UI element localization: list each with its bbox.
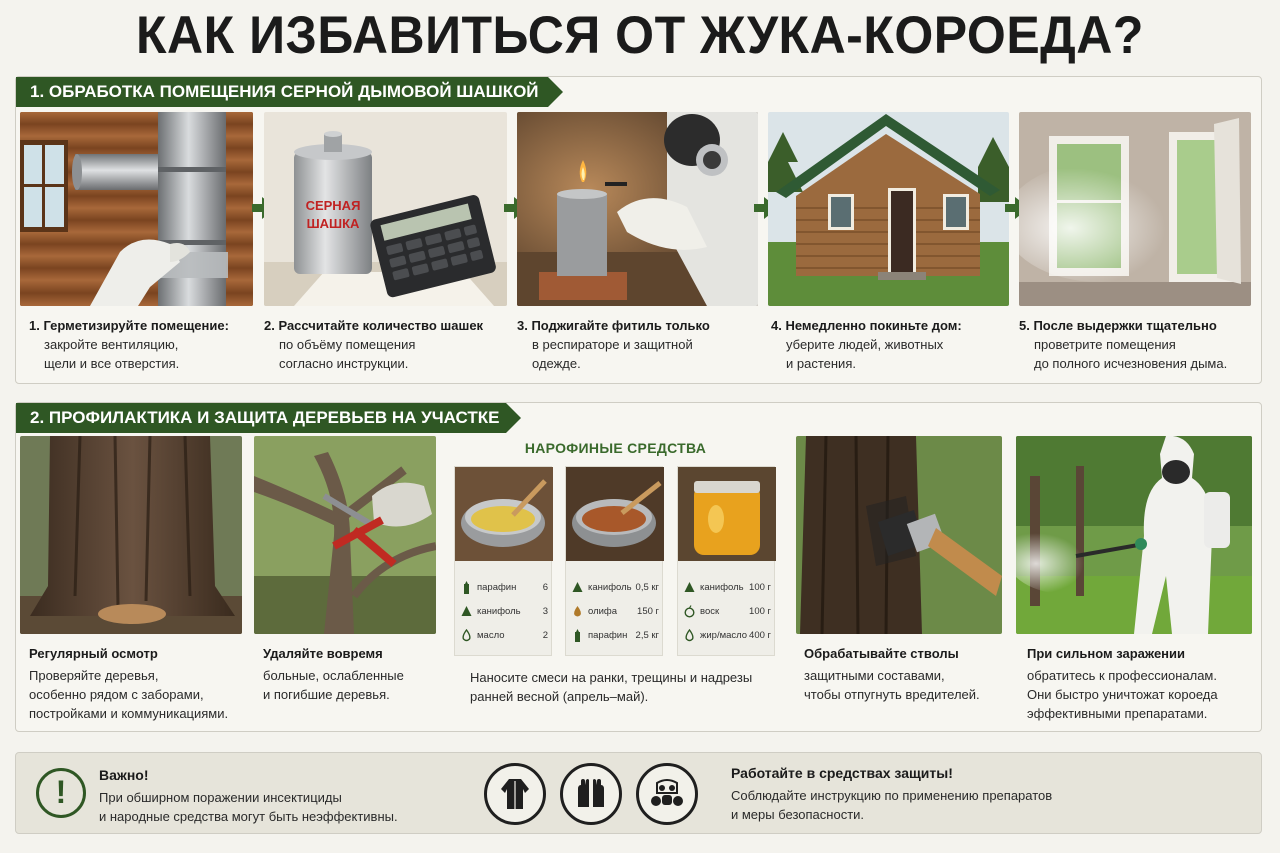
card-remove-body-2: и погибшие деревья. [263, 687, 390, 702]
photo-prune-tree [254, 436, 436, 634]
warning-line-2: и народные средства могут быть неэффективны. [99, 809, 398, 824]
ingredient-qty: 2,5 кг [635, 630, 659, 641]
ingredient-qty: 150 г [637, 606, 659, 617]
ingredient-qty: 400 г [749, 630, 771, 641]
candle-icon [572, 629, 583, 642]
drop-icon [461, 629, 472, 642]
step-1 [29, 316, 229, 373]
warning-line-1: При обширном поражении инсектициды [99, 790, 342, 805]
can-label-1: СЕРНАЯ [305, 198, 361, 213]
ingredient-qty: 100 г [749, 582, 771, 593]
card-inspect-head: Регулярный осмотр [29, 646, 158, 661]
rosin-icon [684, 581, 695, 594]
gloves-icon [560, 763, 622, 825]
recipe-card-3 [677, 466, 775, 656]
recipe3-ingredient [678, 579, 776, 597]
card-remove-body-1: больные, ослабленные [263, 668, 404, 683]
photo-calc-amount [264, 112, 507, 306]
ingredient-qty: 100 г [749, 606, 771, 617]
card-inspect-body-1: Проверяйте деревья, [29, 668, 159, 683]
ingredient-qty: 0,5 кг [635, 582, 659, 593]
step-4 [771, 316, 962, 373]
apple-icon [684, 605, 695, 618]
warning-symbol: ! [55, 774, 67, 810]
card-professional-head: При сильном заражении [1027, 646, 1186, 661]
photo-ignite [517, 112, 758, 306]
step-4-body-1: уберите людей, животных [786, 337, 944, 352]
protect-head: Работайте в средствах защиты! [731, 765, 953, 781]
recipes-title: НАРОФИНЫЕ СРЕДСТВА [524, 440, 707, 456]
step-4-body-2: и растения. [786, 356, 856, 371]
card-remove-head: Удаляйте вовремя [263, 646, 383, 661]
card-treat-body-1: защитными составами, [804, 668, 945, 683]
card-treat-body-2: чтобы отпугнуть вредителей. [804, 687, 980, 702]
ingredient-name: жир/масло [700, 630, 748, 641]
ingredient-qty: 6 [542, 582, 548, 593]
drop-icon [684, 629, 695, 642]
recipe2-ingredient [566, 627, 664, 645]
card-professional-body-1: обратитесь к профессионалам. [1027, 668, 1217, 683]
ingredient-qty: 2 [542, 630, 548, 641]
ingredient-name: канифоль [588, 582, 632, 593]
card-treat [804, 644, 980, 704]
photo-seal-ventilation [20, 112, 253, 306]
recipes-note-2: ранней весной (апрель–май). [470, 689, 649, 704]
recipes-note-1: Наносите смеси на ранки, трещины и надрезы [470, 670, 753, 685]
recipe1-ingredient [455, 603, 553, 621]
ingredient-name: парафин [477, 582, 517, 593]
step-5-body-2: до полного исчезновения дыма. [1034, 356, 1228, 371]
ingredient-qty: 3 [542, 606, 548, 617]
suit-icon [484, 763, 546, 825]
step-5-body-1: проветрите помещения [1034, 337, 1176, 352]
protect-line-1: Соблюдайте инструкцию по применению препаратов [731, 788, 1053, 803]
step-2-body-2: согласно инструкции. [279, 356, 409, 371]
card-inspect [29, 644, 228, 723]
rosin-icon [461, 605, 472, 618]
page-title: КАК ИЗБАВИТЬСЯ ОТ ЖУКА-КОРОЕДА? [136, 5, 1144, 65]
step-3 [517, 316, 710, 373]
step-1-head: 1. Герметизируйте помещение: [29, 318, 229, 333]
section2-heading: 2. ПРОФИЛАКТИКА И ЗАЩИТА ДЕРЕВЬЕВ НА УЧАСТКЕ [16, 403, 506, 433]
warning-head: Важно! [99, 767, 149, 783]
ingredient-name: олифа [588, 606, 618, 617]
ingredient-name: воск [700, 606, 720, 617]
step-4-head: 4. Немедленно покиньте дом: [771, 318, 962, 333]
warning-block [99, 766, 398, 826]
step-2-head: 2. Рассчитайте количество шашек [264, 318, 484, 333]
can-label-2: ШАШКА [306, 216, 360, 231]
recipe1-ingredient [455, 627, 553, 645]
protect-line-2: и меры безопасности. [731, 807, 865, 822]
recipe-card-2 [565, 466, 663, 656]
recipe-card-1 [454, 466, 552, 656]
ingredient-name: канифоль [477, 606, 521, 617]
step-3-head: 3. Поджигайте фитиль только [517, 318, 710, 333]
recipe3-ingredient [678, 603, 776, 621]
recipe2-ingredient [566, 603, 664, 621]
recipe1-ingredient [455, 579, 553, 597]
step-3-body-2: одежде. [532, 356, 581, 371]
drop-icon [572, 605, 583, 618]
recipe2-ingredient [566, 579, 664, 597]
step-2 [264, 316, 483, 373]
section1-heading: 1. ОБРАБОТКА ПОМЕЩЕНИЯ СЕРНОЙ ДЫМОВОЙ ШАШКОЙ [16, 77, 548, 107]
ingredient-name: масло [477, 630, 505, 641]
candle-icon [461, 581, 472, 594]
step-1-body-1: закройте вентиляцию, [44, 337, 179, 352]
photo-paint-trunk [796, 436, 1002, 634]
card-professional [1027, 644, 1218, 723]
respirator-icon [636, 763, 698, 825]
step-5-head: 5. После выдержки тщательно [1019, 318, 1217, 333]
step-3-body-1: в респираторе и защитной [532, 337, 693, 352]
photo-leave-house [768, 112, 1009, 306]
warning-icon [36, 768, 86, 818]
protection-block [731, 764, 1052, 824]
step-5 [1019, 316, 1227, 373]
card-treat-head: Обрабатывайте стволы [804, 646, 959, 661]
recipe3-ingredient [678, 627, 776, 645]
photo-spraying [1016, 436, 1252, 634]
card-professional-body-3: эффективными препаратами. [1027, 706, 1208, 721]
ingredient-name: парафин [588, 630, 628, 641]
ingredient-name: канифоль [700, 582, 744, 593]
step-1-body-2: щели и все отверстия. [44, 356, 180, 371]
card-professional-body-2: Они быстро уничтожат короеда [1027, 687, 1218, 702]
card-remove [263, 644, 404, 704]
step-2-body-1: по объёму помещения [279, 337, 416, 352]
card-inspect-body-3: постройками и коммуникациями. [29, 706, 229, 721]
card-inspect-body-2: особенно рядом с заборами, [29, 687, 204, 702]
recipes-note [470, 668, 770, 706]
photo-ventilate [1019, 112, 1251, 306]
photo-inspect-tree [20, 436, 242, 634]
rosin-icon [572, 581, 583, 594]
